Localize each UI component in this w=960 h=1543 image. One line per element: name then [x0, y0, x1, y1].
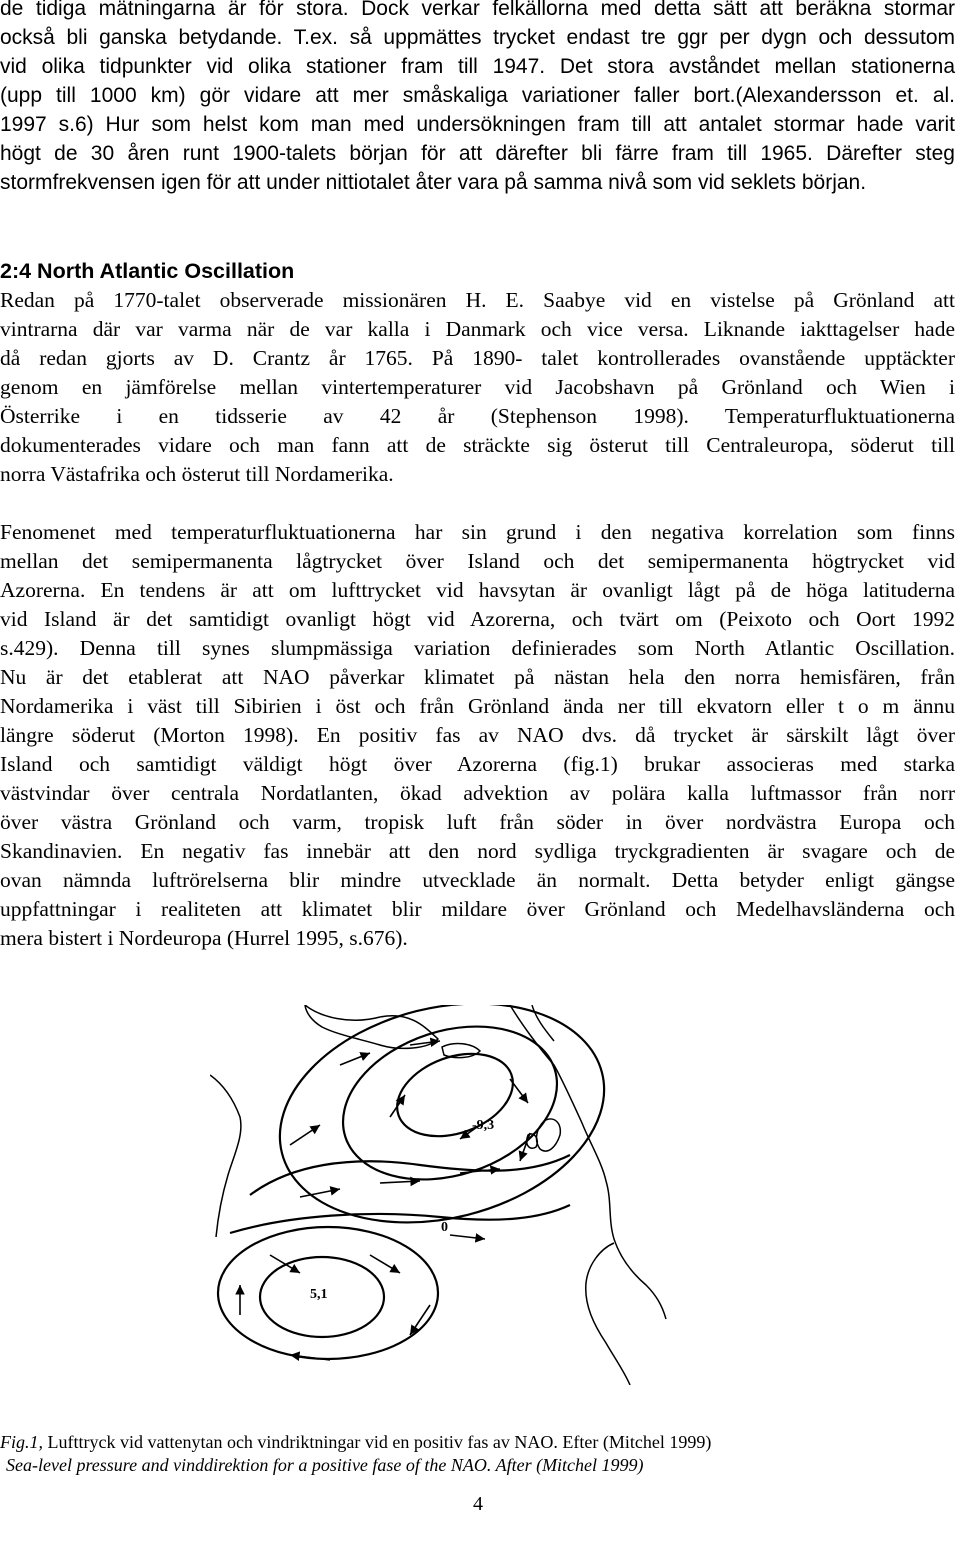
para2-line: längre söderut (Morton 1998). En positiv fas av NAO dvs. då trycket är särskilt lågt över [0, 723, 955, 747]
isobars [218, 1005, 628, 1359]
high-pressure-label: 5,1 [310, 1287, 328, 1302]
para1-line: Österrike i en tidsserie av 42 år (Stephenson 1998). Temperaturfluktuationerna [0, 404, 955, 428]
intro-line: högt de 30 åren runt 1900-talets början för att därefter bli färre fram till 1965. Därefter steg [0, 142, 955, 165]
section-heading: 2:4 North Atlantic Oscillation [0, 259, 295, 283]
wind-arrows [240, 1041, 530, 1360]
para1-line: dokumenterades vidare och man fann att de sträckte sig österut till Centraleuropa, söderut till [0, 433, 955, 457]
para2-line: vid Island är det samtidigt ovanligt högt vid Azorerna, och tvärt om (Peixoto och Oort 1992 [0, 607, 955, 631]
low-pressure-label: -9,3 [472, 1118, 495, 1133]
para2-line: ovan nämnda luftrörelserna blir mindre utvecklade än normalt. Detta betyder enligt gängse [0, 868, 955, 892]
nao-pressure-map [210, 1005, 670, 1385]
para2-line: Island och samtidigt väldigt högt över Azorerna (fig.1) brukar associeras med starka [0, 752, 955, 776]
intro-line: också bli ganska betydande. T.ex. så uppmättes trycket endast tre ggr per dygn och dessutom [0, 26, 955, 49]
page-number: 4 [473, 1493, 483, 1515]
para2-line: mera bistert i Nordeuropa (Hurrel 1995, s.676). [0, 926, 408, 950]
intro-line: stormfrekvensen igen för att under nittiotalet åter vara på samma nivå som vid seklets början. [0, 171, 867, 194]
para2-line: västvindar över centrala Nordatlanten, ökad advektion av polära kalla luftmassor från norr [0, 781, 955, 805]
para2-line: Nordamerika i väst till Sibirien i öst och från Grönland ända ner till ekvatorn eller t o m ännu [0, 694, 955, 718]
para2-line: Fenomenet med temperaturfluktuationerna har sin grund i den negativa korrelation som finns [0, 520, 955, 544]
figure-caption-en [0, 1453, 644, 1477]
para1-line: vintrarna där var varma när de var kalla i Danmark och vice versa. Liknande iakttagelser hade [0, 317, 955, 341]
para1-line: Redan på 1770-talet observerade missionären H. E. Saabye vid en vistelse på Grönland att [0, 288, 955, 312]
para2-line: Nu är det etablerat att NAO påverkar klimatet på nästan hela den norra hemisfären, från [0, 665, 955, 689]
figure-caption-sv [0, 1430, 711, 1454]
para2-line: uppfattningar i realiteten att klimatet blir mildare över Grönland och Medelhavsländerna och [0, 897, 955, 921]
para2-line: över västra Grönland och varm, tropisk luft från söder in över nordvästra Europa och [0, 810, 955, 834]
para2-line: Azorerna. En tendens är att om lufttrycket vid havsytan är ovanligt lågt på de höga latituderna [0, 578, 955, 602]
figure-label: Fig.1, [0, 1432, 43, 1452]
caption-sv-text: Lufttryck vid vattenytan och vindriktningar vid en positiv fas av NAO. Efter (Mitchel 1999) [43, 1432, 712, 1452]
para1-line: genom en jämförelse mellan vintertemperaturer vid Jacobshavn på Grönland och Wien i [0, 375, 955, 399]
zero-isobar-label: 0 [441, 1220, 448, 1235]
para1-line: norra Västafrika och österut till Nordamerika. [0, 462, 394, 486]
intro-line: (upp till 1000 km) gör vidare att mer småskaliga variationer faller bort.(Alexandersson et. al. [0, 84, 955, 107]
intro-line: vid olika tidpunkter vid olika stationer fram till 1947. Det stora avståndet mellan stationerna [0, 55, 955, 78]
caption-en-text: Sea-level pressure and vinddirektion for a positive fase of the NAO. After (Mitchel 1999) [6, 1455, 644, 1475]
para2-line: Skandinavien. En negativ fas innebär att den nord sydliga tryckgradienten är svagare och de [0, 839, 955, 863]
para1-line: då redan gjorts av D. Crantz år 1765. På 1890- talet kontrollerades ovanstående upptäckter [0, 346, 955, 370]
intro-line: 1997 s.6) Hur som helst kom man med undersökningen fram till att antalet stormar hade varit [0, 113, 955, 136]
para2-line: mellan det semipermanenta lågtrycket över Island och det semipermanenta högtrycket vid [0, 549, 955, 573]
intro-line: de tidiga mätningarna är för stora. Dock verkar felkällorna med detta sätt att beräkna stormar [0, 0, 955, 20]
para2-line: s.429). Denna till synes slumpmässiga variation definierades som North Atlantic Oscillation. [0, 636, 955, 660]
